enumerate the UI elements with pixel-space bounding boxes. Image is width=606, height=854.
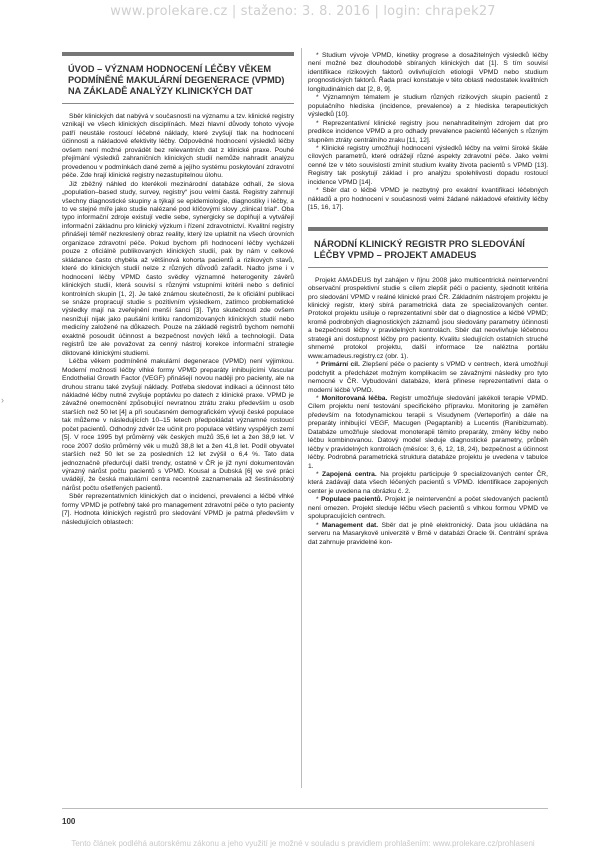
- item-label: Monitorovaná léčba.: [321, 394, 388, 402]
- bullet-item: * Reprezentativní klinické registry jsou nenahraditelným zdrojem dat pro predikce incidence VPMD a pro odhady prevalence pacientů léčených s různým stupněm ztráty centrálního zraku [11, 12].: [308, 119, 548, 144]
- paragraph: Již zběžný náhled do kterékoli mezinárodní databáze odhalí, že slova „population–based study, survey, registry“ jsou velmi častá. Registry zahrnují všechny diagnostické skupiny a týkají se epidemiologie, diagnostiky i léčby, a to ve stejné míře jako studie nalézané pod klíčovými slovy „clinical trial“. Oba typo informační zdroje existují vedle sebe, synergicky se doplňují a vytvářejí informační základnu pro klinický výzkum i řízení zdravotnictví. Kvalitní registry přinášejí téměř nezkreslený obraz reality, který lze uplatnit na všech úrovních organizace zdravotní péče. Pokud bychom při hodnocení léčby vycházeli pouze z oficiálně publikovaných klinických studií, pak by nám v celkové skládance často chyběla až většinová kohorta pacientů a rizikových stavů, které do klinických studií nelze z různých důvodů zařadit. Nadto jsme i v hodnocení léčby VPMD často svědky významné heterogenity závěrů klinických studií, která souvisí s různými vstupními kritérii nebo s definicí kontrolních skupin [1, 2]. Je také známou skutečností, že k oficiální publikaci se snáze propracují studie s pozitivním výsledkem, zatímco problematické výsledky mají na zveřejnění menší šanci [3]. Tyto skutečnosti zde ovšem nesnižují nijak jako paušální kritiku randomizovaných klinických studií nebo medicíny založené na důkazech. Pouze na základě registrů bychom nemohli exaktně posoudit účinnost a bezpečnost nových léků a technologií. Data registrů lze ale považovat za cenný nástroj korekce informační strategie diktované klinickými studiemi.: [62, 180, 294, 357]
- column-divider: [301, 48, 302, 788]
- item-label: Primární cíl.: [321, 361, 360, 369]
- item-text: Projekt je neintervenční a počet sledovaných pacientů není omezen. Projekt sleduje léčbu všech pacientů s vlhkou formou VPMD ve spolupracujících centrech.: [308, 496, 549, 521]
- paragraph: Sběr klinických dat nabývá v současnosti na významu a tzv. klinické registry vznikají ve všech klinických disciplínách. Mezi hlavní důvody tohoto vývoje patří neustále rostoucí léčebné náklady, které zvyšují tlak na hodnocení účinnosti a nákladové efektivity léčby. Odpovědné hodnocení výsledků léčby ovšem není možné provádět bez relevantních dat z klinické praxe. Pouhé přejímání výsledků zahraničních klinických studií nemůže nahradit analýzu provedenou v podmínkách dané země a jejího systému poskytování zdravotní péče. Zde hrají klinické registry nezastupitelnou úlohu.: [62, 113, 294, 180]
- bullet-item: * Studium vývoje VPMD, kinetiky progrese a dosažitelných výsledků léčby není možné bez dlouhodobě sbíraných klinických dat [1]. S tím souvisí identifikace rizikových faktorů ovlivňujících etiologii VPMD nebo studium prognostických faktorů. Řada prací konstatuje v této oblasti nedostatek kvalitních longitudinálních dat [2, 8, 9].: [308, 52, 548, 93]
- item-label: Zapojená centra.: [322, 471, 377, 479]
- section-heading-box: [308, 227, 548, 268]
- bullet-item: * Sběr dat o léčbě VPMD je nezbytný pro exaktní kvantifikaci léčebných nákladů a pro hodnocení v současnosti velmi žádané nákladové efektivity léčby [15, 16, 17].: [308, 187, 548, 212]
- bullet-item: * Klinické registry umožňují hodnocení výsledků léčby na velmi široké škále cílových parametrů, které odrážejí různé aspekty zdravotní péče. Jako velmi cenné lze v této souvislosti zmínit studium kvality života pacientů s VPMD [13]. Registry tak poskytují základ i pro analýzu spolehlivosti dopadu rostoucí incidence VPMD [14].: [308, 144, 548, 186]
- paragraph: Léčba věkem podmíněné makulární degenerace (VPMD) není výjimkou. Moderní možnosti léčby vlhké formy VPMD preparáty inhibujícími Vascular Endothelial Growth Factor (VEGF) přinášejí novou naději pro pacienty, ale na druhou stranu také zvyšují náklady. Potřeba sledovat indikaci a účinnost této nákladné léčby nutně zvyšuje poptávku po datech z klinické praxe. VPMD je závažné onemocnění způsobující nevratnou ztrátu zraku především u osob starších než 50 let [4] a při současném demografickém vývoji české populace tak můžeme v následujících 10–15 letech předpokládat významné rostoucí počet pacientů. Odhodný zdvěr lze učinit pro populace většiny vyspělých zemí [5]. V roce 1995 byl průměrný věk českých mužů 35,6 let a žen 38,9 let. V roce 2007 došlo průměrný věk u mužů 38,8 let a žen 41,8 let. Podíl obyvatel starších než 50 let se za posledních 12 let zvýšil o 6,4 %. Tato data jednoznačně předurčují další trendy, ostatně v ČR je již nyní dokumentován výrazný nárůst počtu pacientů s VPMD. Kousal a Dubská [6] ve své práci uvádějí, že česká makulární centra recentně zaznamenala až šestinásobný nárůst počtu ošetřených pacientů.: [62, 358, 294, 492]
- paragraph: Projekt AMADEUS byl zahájen v říjnu 2008 jako multicentrická neintervenční observační prospektivní studie s cílem zlepšit péči o pacienty, sjednotit kritéria pro sledování VPMD v reálné klinické praxi ČR. Základním nástrojem projektu je klinický registr, který sbírá parametrická data ze specializovaných center. Protokol projektu usiluje o reprezentativní sběr dat o diagnostice a léčbě VPMD; kromě podrobných diagnostických záznamů jsou sledovány parametry účinnosti a bezpečnosti léčby v pravidelných kontrolách. Sběr dat neovlivňuje léčebnou strategii ani dostupnost léčby pro pacienty. Kvalitu sledujících ostatních struché shrnemé protokol projektu, další informace lze naléztna portálu www.amadeus.registry.cz (obr. 1).: [308, 276, 548, 360]
- section-heading-box: [62, 52, 294, 104]
- list-item: * Zapojená centra. Na projektu participuje 9 specializovaných center ČR, která zadávají data všech léčených pacientů s VPMD. Identifikace zapojených center je uvedena na obrázku č. 2.: [308, 471, 548, 495]
- margin-mark-icon: ›: [1, 395, 4, 405]
- item-label: Populace pacientů.: [321, 496, 383, 504]
- item-label: Management dat.: [322, 521, 379, 529]
- paragraph: Sběr reprezentativních klinických dat o incidenci, prevalenci a léčbě vlhké formy VPMD je potřebný také pro management zdravotní péče o tyto pacienty [7]. Hodnota klinických registrů pro sledování VPMD je patrná především v následujících oblastech:: [62, 493, 294, 526]
- list-item: * Management dat. Sběr dat je plně elektronický. Data jsou ukládána na serveru na Masarykově univerzitě v Brně v databázi Oracle 9i. Centrální správa dat zahrnuje pravidelné kon-: [308, 521, 549, 546]
- item-text: Zlepšení péče o pacienty s VPMD v centrech, která umožňují podchytit a předcházet možným komplikacím se závažnými následky pro tyto nemocné v ČR. Vybudování databáze, která přinese reprezentativní data o moderní léčbě VPMD.: [308, 361, 548, 394]
- list-item: * Populace pacientů. Projekt je neintervenční a počet sledovaných pacientů není omezen. Projekt sleduje léčbu všech pacientů s vlhkou formou VPMD ve spolupracujících centrech.: [308, 496, 549, 521]
- item-text: Sběr dat je plně elektronický. Data jsou ukládána na serveru na Masarykově univerzitě v Brně v databázi Oracle 9i. Centrální správa dat zahrnuje pravidelné kon-: [308, 521, 549, 546]
- right-column: [308, 52, 548, 547]
- item-text: Na projektu participuje 9 specializovaných center ČR, která zadávají data všech léčených pacientů s VPMD. Identifikace zapojených center je uvedena na obrázku č. 2.: [308, 471, 548, 495]
- list-item: * Monitorovaná léčba. Registr umožňuje sledování jakékoli terapie VPMD. Cílem projektu není testování specifického přípravku. Monitoring je zaměřen především na fotodynamickou terapii s Visudynem (Verteporfin) a dále na preparáty inhibující VEGF, Macugen (Pegaptanib) a Lucentis (Ranibizumab). Databáze umožňuje sledovat monoterapii těmito preparáty, změny léčby nebo léčbu kombinovanou. Datový model sleduje diagnostické parametry, průběh léčby v pravidelných kontrolách (měsíce: 3, 6, 12, 18, 24), bezpečnost a účinnost léčby. Podrobná parametrická struktura databáze projektu je uvedena v tabulce 1.: [308, 394, 548, 470]
- watermark-top: www.prolekare.cz | staženo: 3. 8. 2016 | login: chrapek27: [110, 4, 496, 19]
- watermark-bottom: Tento článek podléhá autorskému zákonu a jeho využití je možné v souladu s pravidlem prohlašením: www.prolekare.cz/prohlaseni: [71, 839, 535, 848]
- left-column: [62, 52, 294, 527]
- bullet-item: * Významným tématem je studium různých rizikových skupin pacientů z populačního hlediska (incidence, prevalence) a z hlediska terapeutických výsledků [10].: [308, 94, 548, 119]
- footer-rule: [62, 808, 548, 809]
- item-text: Registr umožňuje sledování jakékoli terapie VPMD. Cílem projektu není testování specifického přípravku. Monitoring je zaměřen především na fotodynamickou terapii s Visudynem (Verteporfin) a dále na preparáty inhibující VEGF, Macugen (Pegaptanib) a Lucentis (Ranibizumab). Databáze umožňuje sledovat monoterapii těmito preparáty, změny léčby nebo léčbu kombinovanou. Datový model sleduje diagnostické parametry, průběh léčby v pravidelných kontrolách (měsíce: 3, 6, 12, 18, 24), bezpečnost a účinnost léčby. Podrobná parametrická struktura databáze projektu je uvedena v tabulce 1.: [308, 394, 548, 470]
- list-item: * Primární cíl. Zlepšení péče o pacienty s VPMD v centrech, která umožňují podchytit a předcházet možným komplikacím se závažnými následky pro tyto nemocné v ČR. Vybudování databáze, která přinese reprezentativní data o moderní léčbě VPMD.: [308, 361, 548, 394]
- section-heading: ÚVOD – VÝZNAM HODNOCENÍ LÉČBY VĚKEM PODMÍNĚNÉ MAKULÁRNÍ DEGENERACE (VPMD) NA ZÁKLADĚ ANALÝZY KLINICKÝCH DAT: [68, 64, 285, 96]
- section-heading: NÁRODNÍ KLINICKÝ REGISTR PRO SLEDOVÁNÍ LÉČBY VPMD – PROJEKT AMADEUS: [314, 238, 525, 260]
- page-number: 100: [62, 817, 76, 826]
